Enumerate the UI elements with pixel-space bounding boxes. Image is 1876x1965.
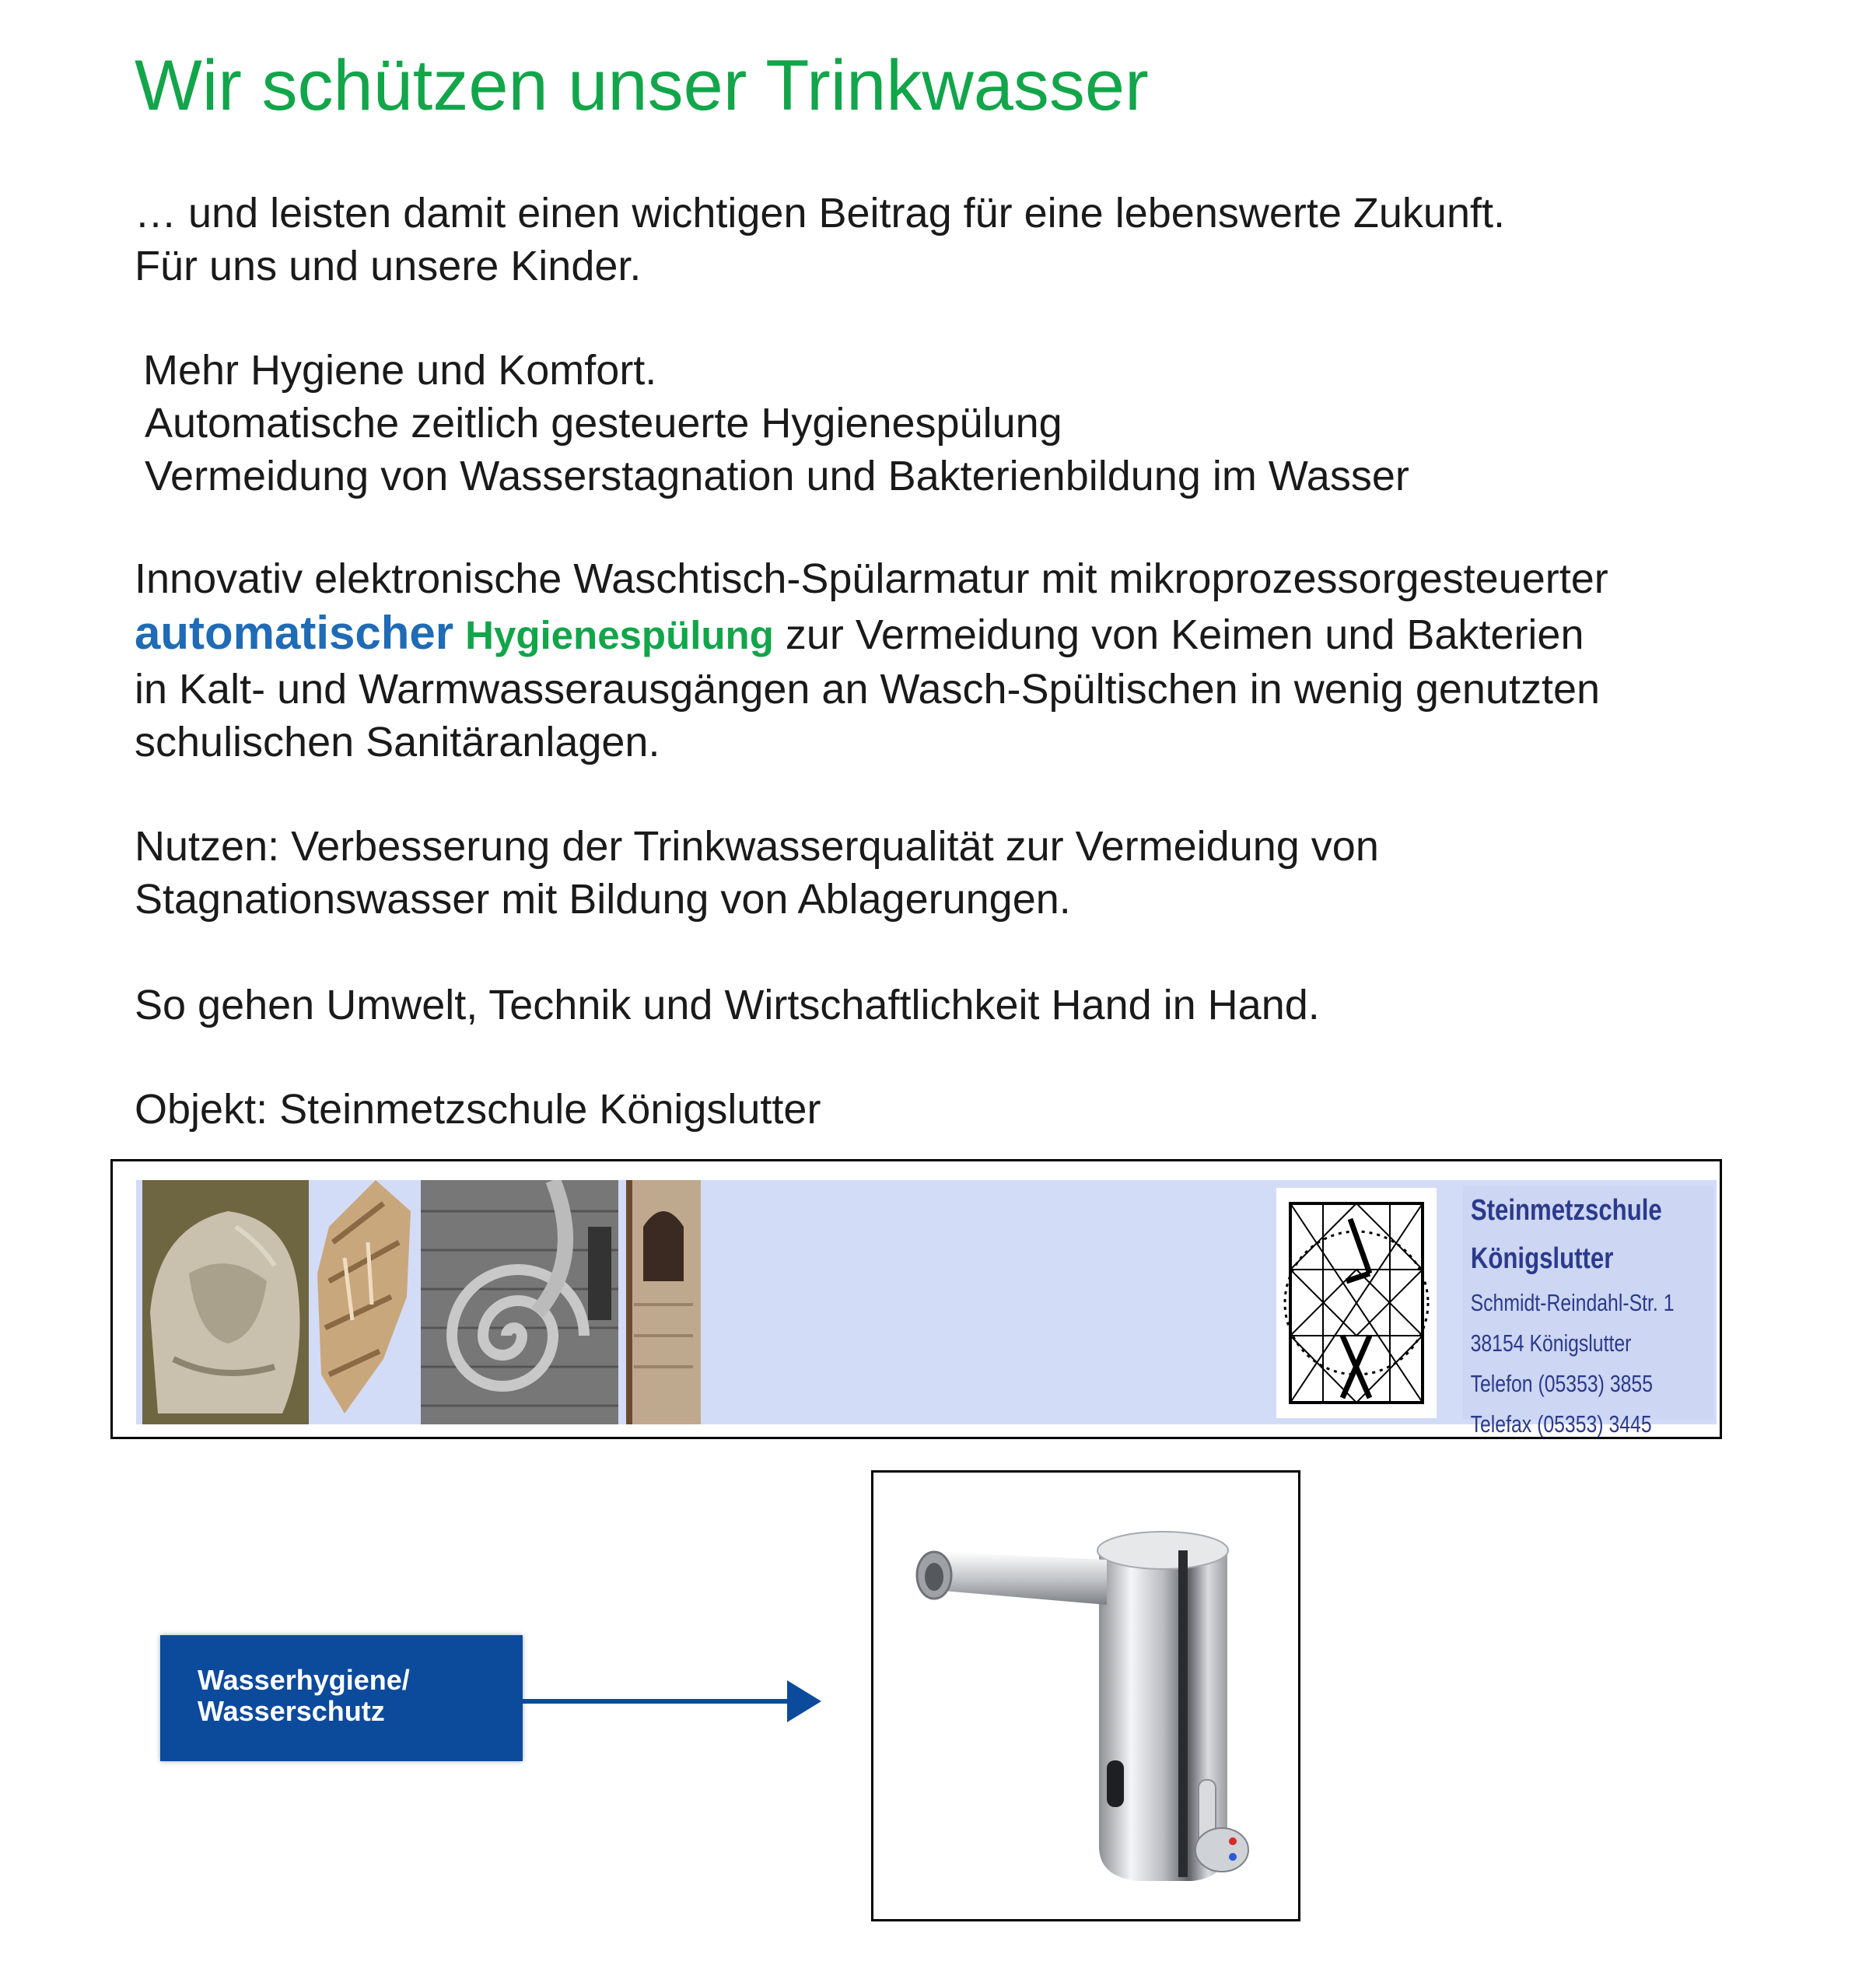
water-hygiene-box (160, 1635, 523, 1761)
school-fax: Telefax (05353) 3445 (1470, 1410, 1652, 1438)
benefit-item: Automatische zeitlich gesteuerte Hygienespülung (145, 400, 1062, 447)
school-name-city: Königslutter (1470, 1242, 1614, 1275)
page-title: Wir schützen unser Trinkwasser (135, 46, 1149, 125)
intro-line-1: … und leisten damit einen wichtigen Beitrag für eine lebenswerte Zukunft. (135, 190, 1505, 236)
school-name: Steinmetzschule (1470, 1194, 1662, 1227)
highlight-automatischer: automatischer (135, 607, 454, 659)
spiral-stone-photo (421, 1180, 618, 1424)
description-line-1: Innovativ elektronische Waschtisch-Spülarmatur mit mikroprozessorgesteuerter (135, 555, 1608, 602)
cornice-photo (313, 1180, 415, 1424)
school-street: Schmidt-Reindahl-Str. 1 (1470, 1289, 1675, 1316)
nutzen-line-1: Nutzen: Verbesserung der Trinkwasserqualität zur Vermeidung von (135, 823, 1379, 870)
benefit-item: Vermeidung von Wasserstagnation und Bakterienbildung im Wasser (145, 453, 1409, 499)
water-protection-label: Wasserschutz (198, 1695, 385, 1727)
description-line-3: in Kalt- und Warmwasserausgängen an Wasch-Spültischen in wenig genutzten (135, 666, 1601, 713)
description-line-2 (135, 607, 1584, 662)
faucet-image-frame (871, 1470, 1300, 1921)
nutzen-line-2: Stagnationswasser mit Bildung von Ablagerungen. (135, 876, 1071, 923)
highlight-hygienespuelung: Hygienespülung (465, 613, 774, 657)
niche-photo (626, 1180, 701, 1424)
school-city: 38154 Königslutter (1470, 1329, 1632, 1357)
sensor-faucet-image (873, 1473, 1298, 1919)
water-hygiene-label: Wasserhygiene/ (198, 1664, 410, 1696)
arrow-right-icon (523, 1674, 826, 1729)
intro-line-2: Für uns und unsere Kinder. (135, 243, 642, 289)
stone-head-photo (142, 1180, 309, 1424)
description-line-2-rest: zur Vermeidung von Keimen und Bakterien (785, 611, 1584, 658)
school-phone: Telefon (05353) 3855 (1470, 1370, 1654, 1397)
description-line-4: schulischen Sanitäranlagen. (135, 719, 660, 765)
school-emblem-logo (1276, 1188, 1437, 1418)
hand-in-hand-text: So gehen Umwelt, Technik und Wirtschaftlichkeit Hand in Hand. (135, 982, 1320, 1028)
objekt-text: Objekt: Steinmetzschule Königslutter (135, 1086, 821, 1133)
school-banner (110, 1159, 1722, 1439)
school-address-block (1463, 1186, 1713, 1438)
benefit-item: Mehr Hygiene und Komfort. (143, 347, 657, 394)
